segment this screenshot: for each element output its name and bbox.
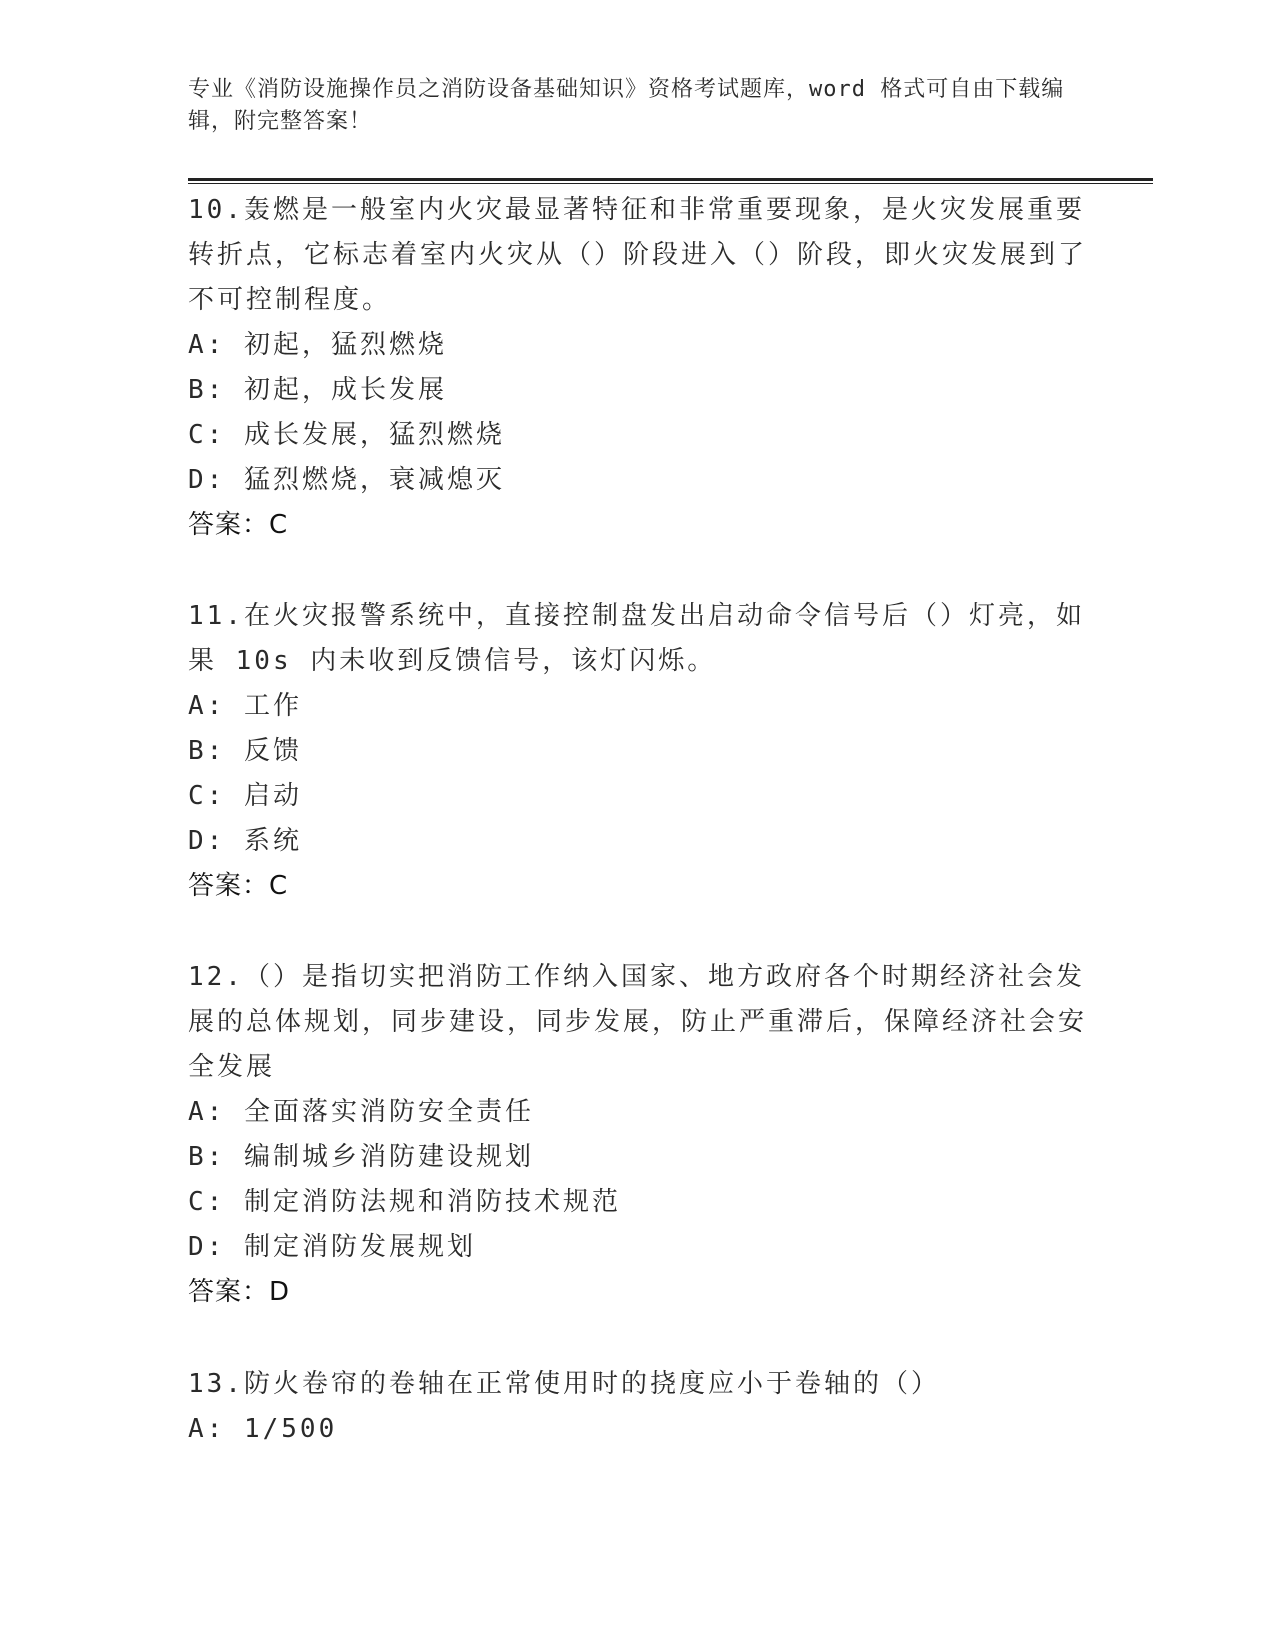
question-stem: 11.在火灾报警系统中，直接控制盘发出启动命令信号后（）灯亮，如果 10s 内未收到反馈信号，该灯闪烁。	[188, 601, 1085, 676]
option-c: C: 成长发展，猛烈燃烧	[188, 420, 505, 450]
answer-label: 答案：D	[188, 1277, 291, 1307]
option-b: B: 反馈	[188, 736, 302, 766]
question-11	[188, 594, 1088, 909]
option-a: A: 1/500	[188, 1414, 338, 1444]
question-10	[188, 188, 1088, 548]
option-c: C: 启动	[188, 781, 302, 811]
header-divider-thick	[188, 178, 1153, 181]
question-13	[188, 1362, 1088, 1452]
question-stem: 12.（）是指切实把消防工作纳入国家、地方政府各个时期经济社会发展的总体规划，同步建设，同步发展，防止严重滞后，保障经济社会安全发展	[188, 962, 1088, 1082]
option-d: D: 制定消防发展规划	[188, 1232, 476, 1262]
option-b: B: 初起，成长发展	[188, 375, 447, 405]
option-a: A: 初起，猛烈燃烧	[188, 330, 447, 360]
option-b: B: 编制城乡消防建设规划	[188, 1142, 534, 1172]
question-stem: 10.轰燃是一般室内火灾最显著特征和非常重要现象，是火灾发展重要转折点，它标志着室内火灾从（）阶段进入（）阶段，即火灾发展到了不可控制程度。	[188, 195, 1088, 315]
option-a: A: 工作	[188, 691, 302, 721]
question-12	[188, 955, 1088, 1315]
question-stem: 13.防火卷帘的卷轴在正常使用时的挠度应小于卷轴的（）	[188, 1369, 940, 1399]
answer-label: 答案：C	[188, 510, 289, 540]
option-d: D: 系统	[188, 826, 302, 856]
header-divider-thin	[188, 183, 1153, 184]
option-a: A: 全面落实消防安全责任	[188, 1097, 534, 1127]
answer-label: 答案：C	[188, 871, 289, 901]
document-header: 专业《消防设施操作员之消防设备基础知识》资格考试题库，word 格式可自由下载编辑，附完整答案！	[188, 77, 1065, 134]
option-c: C: 制定消防法规和消防技术规范	[188, 1187, 621, 1217]
option-d: D: 猛烈燃烧，衰减熄灭	[188, 465, 505, 495]
